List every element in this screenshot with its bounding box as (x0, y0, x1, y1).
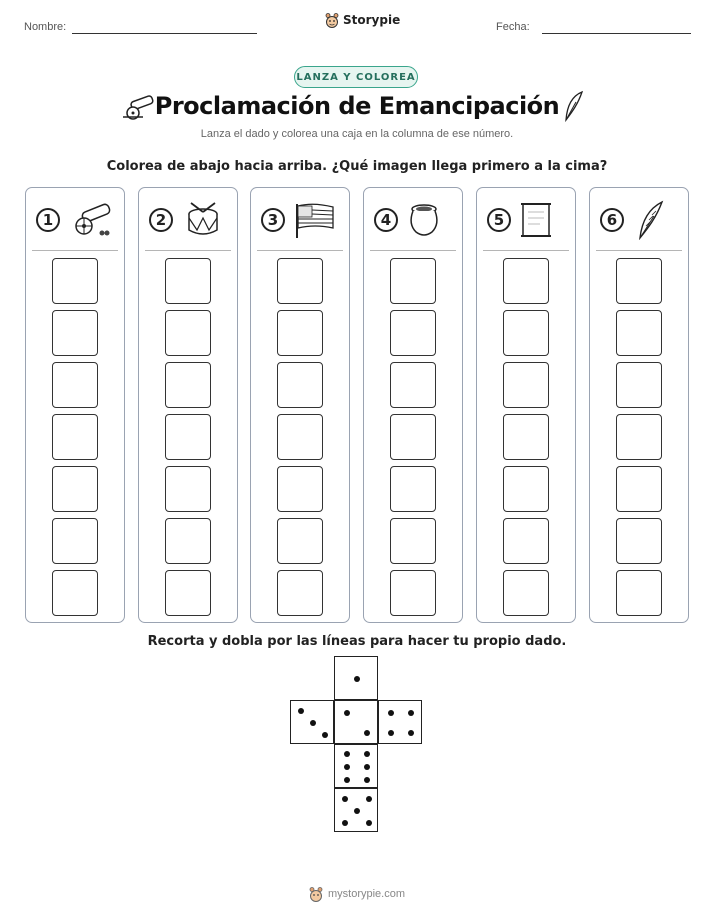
pot-icon (406, 200, 450, 240)
column-number: 3 (261, 208, 285, 232)
instruction: Colorea de abajo hacia arriba. ¿Qué imagen llega primero a la cima? (106, 159, 608, 174)
color-box[interactable] (390, 362, 436, 408)
dice-pip (364, 777, 370, 783)
color-box[interactable] (52, 414, 98, 460)
color-box[interactable] (165, 258, 211, 304)
column-number: 4 (374, 208, 398, 232)
dice-instruction: Recorta y dobla por las líneas para hacer tu propio dado. (147, 634, 567, 649)
storypie-mascot-icon (325, 12, 339, 28)
date-line[interactable] (542, 33, 691, 34)
cannon-icon (68, 200, 112, 240)
dice-pip (344, 764, 350, 770)
color-box[interactable] (503, 414, 549, 460)
column-divider (32, 250, 118, 251)
color-box[interactable] (390, 414, 436, 460)
color-box[interactable] (616, 414, 662, 460)
dice-pip (342, 820, 348, 826)
color-box[interactable] (503, 310, 549, 356)
dice-pip (342, 796, 348, 802)
dice-pip (388, 730, 394, 736)
dice-pip (408, 730, 414, 736)
color-box[interactable] (277, 570, 323, 616)
column-number: 5 (487, 208, 511, 232)
dice-pip (366, 820, 372, 826)
name-label: Nombre: (24, 21, 67, 33)
color-box[interactable] (277, 362, 323, 408)
color-box[interactable] (277, 310, 323, 356)
column-3 (250, 187, 350, 623)
color-box[interactable] (165, 362, 211, 408)
page-title: Proclamación de Emancipación (154, 92, 560, 120)
color-box[interactable] (277, 518, 323, 564)
color-box[interactable] (165, 518, 211, 564)
dice-pip (408, 710, 414, 716)
dice-pip (354, 676, 360, 682)
column-number: 6 (600, 208, 624, 232)
dice-net (290, 656, 424, 834)
dice-pip (344, 710, 350, 716)
dice-pip (344, 777, 350, 783)
activity-badge: LANZA Y COLOREA (294, 66, 418, 88)
dice-pip (388, 710, 394, 716)
color-box[interactable] (616, 362, 662, 408)
color-box[interactable] (503, 570, 549, 616)
subtitle: Lanza el dado y colorea una caja en la columna de ese número. (200, 128, 514, 140)
dice-pip (364, 730, 370, 736)
color-box[interactable] (503, 466, 549, 512)
brand-logo (325, 12, 400, 28)
column-2 (138, 187, 238, 623)
color-box[interactable] (52, 362, 98, 408)
column-number: 1 (36, 208, 60, 232)
date-label: Fecha: (496, 21, 530, 33)
color-box[interactable] (616, 518, 662, 564)
column-6 (589, 187, 689, 623)
brand-name: Storypie (343, 13, 401, 27)
dice-pip (366, 796, 372, 802)
column-divider (145, 250, 231, 251)
dice-pip (364, 751, 370, 757)
dice-pip (344, 751, 350, 757)
column-1 (25, 187, 125, 623)
color-box[interactable] (165, 414, 211, 460)
color-box[interactable] (503, 258, 549, 304)
color-box[interactable] (52, 466, 98, 512)
name-line[interactable] (72, 33, 257, 34)
drum-icon (181, 200, 225, 240)
color-box[interactable] (616, 466, 662, 512)
color-box[interactable] (390, 310, 436, 356)
column-5 (476, 187, 576, 623)
color-box[interactable] (277, 414, 323, 460)
color-box[interactable] (390, 258, 436, 304)
dice-pip (310, 720, 316, 726)
color-box[interactable] (165, 570, 211, 616)
color-box[interactable] (616, 310, 662, 356)
quill-icon (632, 200, 676, 240)
column-divider (370, 250, 456, 251)
color-box[interactable] (52, 518, 98, 564)
dice-pip (364, 764, 370, 770)
quill-title-icon (562, 90, 586, 124)
color-box[interactable] (390, 466, 436, 512)
footer (308, 886, 405, 902)
color-box[interactable] (616, 258, 662, 304)
dice-face-6 (334, 744, 378, 788)
footer-url[interactable]: mystorypie.com (328, 888, 406, 900)
color-box[interactable] (165, 466, 211, 512)
column-4 (363, 187, 463, 623)
color-box[interactable] (52, 310, 98, 356)
dice-pip (322, 732, 328, 738)
color-box[interactable] (277, 258, 323, 304)
color-box[interactable] (503, 362, 549, 408)
color-box[interactable] (390, 518, 436, 564)
flag-icon (293, 200, 337, 240)
color-box[interactable] (52, 570, 98, 616)
dice-face-4 (378, 700, 422, 744)
column-divider (596, 250, 682, 251)
column-divider (257, 250, 343, 251)
dice-face-2 (334, 700, 378, 744)
dice-pip (298, 708, 304, 714)
scroll-icon (519, 200, 563, 240)
color-box[interactable] (503, 518, 549, 564)
dice-pip (354, 808, 360, 814)
color-box[interactable] (616, 570, 662, 616)
color-box[interactable] (390, 570, 436, 616)
color-box[interactable] (165, 310, 211, 356)
dice-face-1 (334, 656, 378, 700)
dice-face-3 (290, 700, 334, 744)
column-divider (483, 250, 569, 251)
color-box[interactable] (52, 258, 98, 304)
color-box[interactable] (277, 466, 323, 512)
storypie-mascot-icon (308, 886, 324, 902)
dice-face-5 (334, 788, 378, 832)
column-number: 2 (149, 208, 173, 232)
